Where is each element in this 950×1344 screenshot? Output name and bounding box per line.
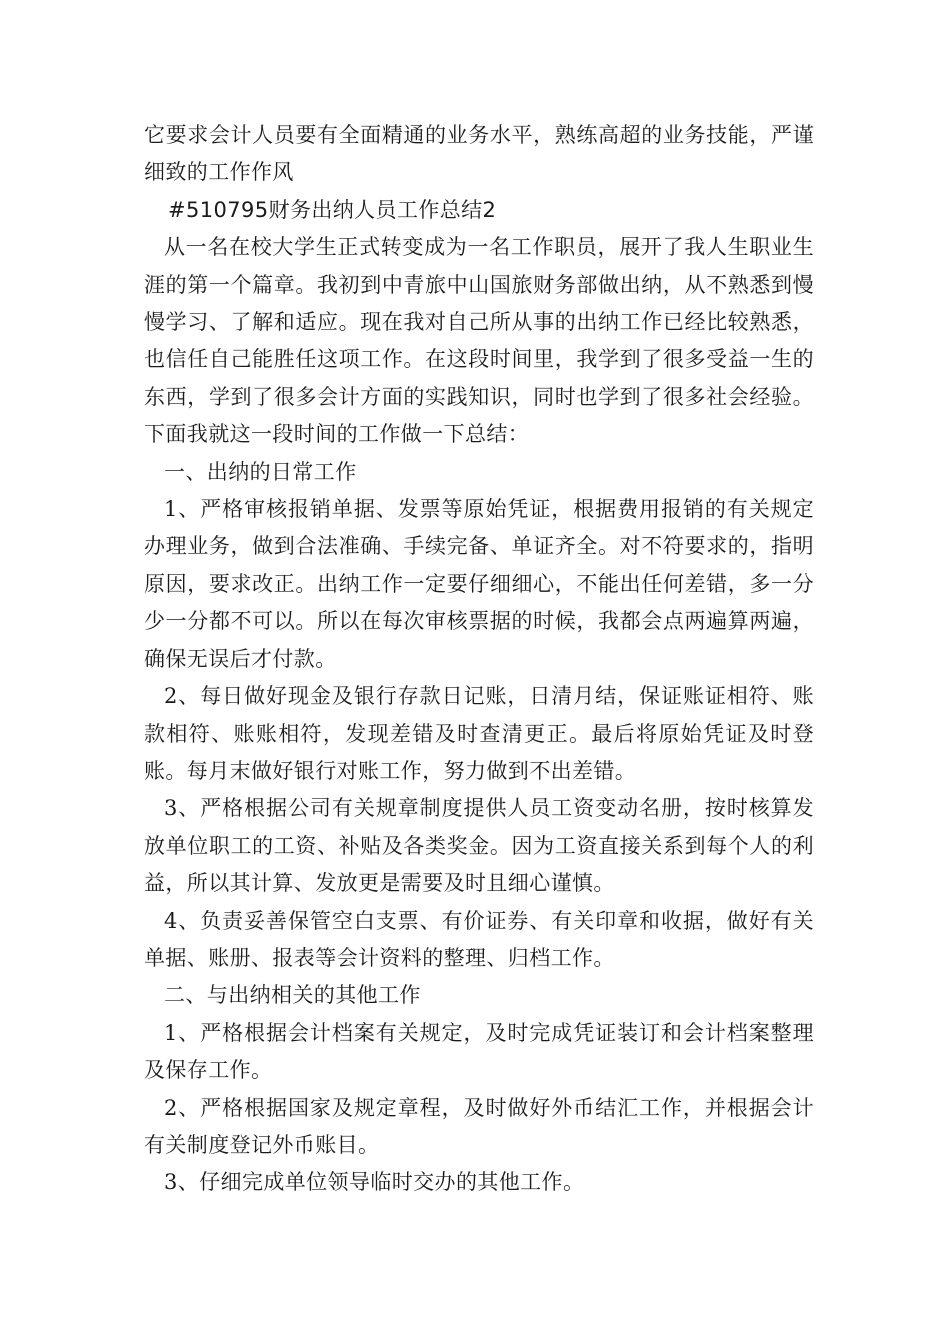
list-item-other-1: 1、严格根据会计档案有关规定，及时完成凭证装订和会计档案整理及保存工作。 bbox=[144, 1020, 814, 1083]
list-item-daily-2: 2、每日做好现金及银行存款日记账，日清月结，保证账证相符、账款相符、账账相符，发现差错及时查清更正。最后将原始凭证及时登账。每月末做好银行对账工作，努力做到不出差错。 bbox=[144, 684, 814, 783]
list-item-daily-1: 1、严格审核报销单据、发票等原始凭证，根据费用报销的有关规定办理业务，做到合法准确、手续完备、单证齐全。对不符要求的，指明原因，要求改正。出纳工作一定要仔细细心，不能出任何差错，多一分少一分都不可以。所以在每次审核票据的时候，我都会点两遍算两遍，确保无误后才付款。 bbox=[144, 497, 814, 671]
document-title: #510795财务出纳人员工作总结2 bbox=[168, 197, 497, 222]
list-item-other-2: 2、严格根据国家及规定章程，及时做好外币结汇工作，并根据会计有关制度登记外币账目。 bbox=[144, 1095, 814, 1157]
list-item-daily-4: 4、负责妥善保管空白支票、有价证券、有关印章和收据，做好有关单据、账册、报表等会计资料的整理、归档工作。 bbox=[144, 908, 814, 970]
list-item-daily-3: 3、严格根据公司有关规章制度提供人员工资变动名册，按时核算发放单位职工的工资、补贴及各类奖金。因为工资直接关系到每个人的利益，所以其计算、发放更是需要及时且细心谨慎。 bbox=[144, 796, 814, 896]
paragraph-opening: 从一名在校大学生正式转变成为一名工作职员，展开了我人生职业生涯的第一个篇章。我初到中青旅中山国旅财务部做出纳，从不熟悉到慢慢学习、了解和适应。现在我对自己所从事的出纳工作已经比较熟悉，也信任自己能胜任这项工作。在这段时间里，我学到了很多受益一生的东西，学到了很多会计方面的实践知识，同时也学到了很多社会经验。下面我就这一段时间的工作做一下总结： bbox=[144, 235, 814, 447]
section-heading-other-work: 二、与出纳相关的其他工作 bbox=[164, 983, 421, 1008]
section-heading-daily-work: 一、出纳的日常工作 bbox=[164, 459, 357, 484]
list-item-other-3: 3、仔细完成单位领导临时交办的其他工作。 bbox=[164, 1170, 585, 1195]
document-body bbox=[144, 117, 814, 1202]
paragraph-intro: 它要求会计人员要有全面精通的业务水平，熟练高超的业务技能，严谨细致的工作作风 bbox=[144, 123, 814, 185]
